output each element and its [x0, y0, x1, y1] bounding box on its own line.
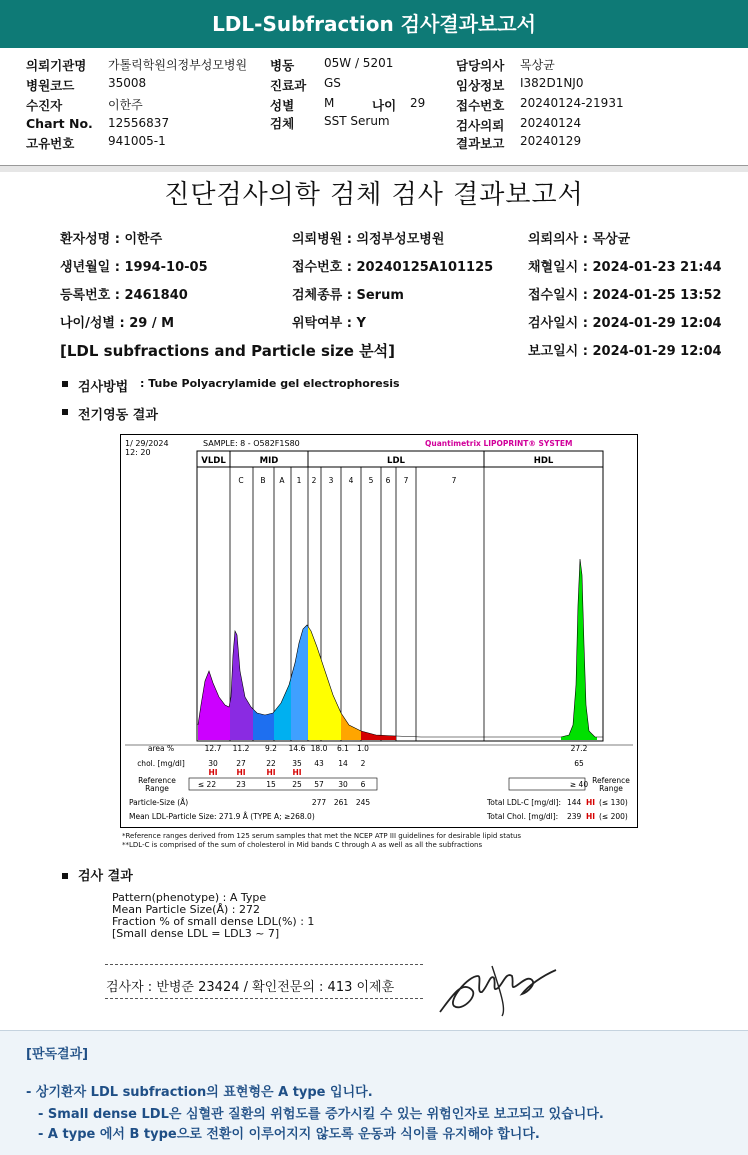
- meta-label: 진료과: [270, 78, 307, 93]
- report-scan: [0, 172, 748, 1030]
- density-curve: [198, 559, 603, 737]
- total-ldl-c-value: 144: [567, 798, 582, 807]
- band-label: 4: [348, 476, 354, 485]
- chol-value: 65: [574, 759, 584, 768]
- patient-field: 생년월일 : 1994-10-05: [60, 260, 208, 275]
- meta-value: 29: [410, 96, 426, 110]
- electropherogram-svg: [121, 435, 637, 827]
- hi-flag: HI: [266, 768, 276, 777]
- signature-line: [105, 998, 423, 999]
- reference-value: 30: [338, 780, 348, 789]
- patient-field: 접수번호 : 20240125A101125: [292, 260, 494, 275]
- meta-value: 가톨릭학원의정부성모병원: [108, 58, 248, 72]
- chart-time: 12: 20: [125, 448, 151, 457]
- reference-box-left: [189, 778, 377, 790]
- result-line: Pattern(phenotype) : A Type: [112, 891, 267, 904]
- hi-flag: HI: [208, 768, 218, 777]
- chol-value: 14: [338, 759, 348, 768]
- area-pct-value: 18.0: [310, 744, 328, 753]
- total-chol-ref: (≤ 200): [599, 812, 628, 821]
- ldl1-band-area: [308, 627, 321, 741]
- total-chol-flag: HI: [586, 812, 596, 821]
- meta-label: 결과보고: [456, 136, 505, 151]
- lipoprint-chart: [120, 434, 638, 828]
- meta-label: 담당의사: [456, 58, 505, 73]
- chol-value: 43: [314, 759, 324, 768]
- band-label: 2: [311, 476, 317, 485]
- interpretation-line: - Small dense LDL은 심혈관 질환의 위험도를 증가시킬 수 있는 위험인자로 보고되고 있습니다.: [38, 1107, 604, 1122]
- meta-label: 수진자: [26, 98, 63, 113]
- patient-field: 의뢰의사 : 목상균: [528, 232, 631, 247]
- band-label: C: [238, 476, 244, 485]
- meta-value: 이한주: [108, 98, 143, 112]
- area-pct-value: 11.2: [232, 744, 250, 753]
- patient-field: 나이/성별 : 29 / M: [60, 316, 175, 331]
- result-line: [Small dense LDL = LDL3 ~ 7]: [112, 927, 280, 940]
- analysis-section-title: [LDL subfractions and Particle size 분석]: [60, 342, 396, 360]
- meta-label: 검체: [270, 116, 295, 131]
- hi-flag: HI: [292, 768, 302, 777]
- band-label: 7: [451, 476, 457, 485]
- patient-field: 검체종류 : Serum: [292, 288, 404, 303]
- method-label: 검사방법: [78, 380, 129, 395]
- signature-line: [105, 964, 423, 965]
- meta-value: M: [324, 96, 335, 110]
- row-label-ref-right: Reference: [592, 776, 630, 785]
- interpretation-line: - 상기환자 LDL subfraction의 표현형은 A type 입니다.: [26, 1085, 373, 1100]
- particle-size-value: 277: [311, 798, 327, 807]
- reference-value: ≤ 22: [197, 780, 217, 789]
- meta-label: Chart No.: [26, 116, 93, 131]
- meta-label: 임상정보: [456, 78, 505, 93]
- row-label-psize: Particle-Size (Å): [129, 798, 189, 807]
- interpretation-heading: [판독결과]: [26, 1047, 89, 1062]
- vldl-band-area: [198, 671, 230, 740]
- meta-value: SST Serum: [324, 114, 390, 128]
- meta-label: 성별: [270, 98, 295, 113]
- result-summary: [112, 892, 314, 940]
- meta-label: 검사의뢰: [456, 118, 505, 133]
- plot-frame: [197, 451, 603, 741]
- chol-value: 30: [208, 759, 218, 768]
- area-pct-value: 14.6: [288, 744, 306, 753]
- signer-info: 검사자 : 반병준 23424 / 확인전문의 : 413 이제훈: [106, 980, 395, 995]
- area-pct-value: 9.2: [265, 744, 277, 753]
- electrophoresis-label: 전기영동 결과: [78, 408, 158, 423]
- meta-value: 941005-1: [108, 134, 166, 148]
- result-line: Fraction % of small dense LDL(%) : 1: [112, 915, 315, 928]
- region-label: HDL: [533, 456, 554, 466]
- meta-label: 병원코드: [26, 78, 75, 93]
- meta-label: 접수번호: [456, 98, 505, 113]
- meta-label: 고유번호: [26, 136, 75, 151]
- patient-field: 접수일시 : 2024-01-25 13:52: [528, 288, 722, 303]
- meta-value: GS: [324, 76, 341, 90]
- meta-value: 05W / 5201: [324, 56, 394, 70]
- area-pct-value: 12.7: [204, 744, 222, 753]
- chol-value: 2: [360, 759, 366, 768]
- total-ldl-c-flag: HI: [586, 798, 596, 807]
- chart-brand: Quantimetrix LIPOPRINT® SYSTEM: [425, 439, 573, 448]
- meta-value: 20240129: [520, 134, 582, 148]
- band-label: 1: [296, 476, 302, 485]
- patient-field: 채혈일시 : 2024-01-23 21:44: [528, 260, 722, 275]
- band-label: 3: [328, 476, 334, 485]
- band-label: B: [260, 476, 266, 485]
- interpretation-line: - A type 에서 B type으로 전환이 이루어지지 않도록 운동과 식이를 유지해야 합니다.: [38, 1127, 540, 1142]
- chol-value: 22: [266, 759, 276, 768]
- region-label: MID: [259, 456, 279, 466]
- area-pct-value: 27.2: [570, 744, 588, 753]
- patient-field: 보고일시 : 2024-01-29 12:04: [528, 344, 722, 359]
- meta-label: 의뢰기관명: [26, 58, 87, 73]
- total-ldl-c-label: Total LDL-C [mg/dl]:: [487, 798, 562, 807]
- meta-label: 병동: [270, 58, 295, 73]
- area-pct-value: 1.0: [357, 744, 369, 753]
- band-label: A: [279, 476, 285, 485]
- reference-value: 25: [292, 780, 302, 789]
- row-label-ref-right: Range: [599, 784, 623, 793]
- interpretation-panel: [0, 1030, 748, 1155]
- band-label: 7: [403, 476, 409, 485]
- row-label-area: area %: [147, 744, 175, 753]
- ldl1b-band-area: [321, 659, 341, 740]
- method-value: : Tube Polyacrylamide gel electrophoresis: [140, 377, 400, 390]
- row-label-ref: Reference: [138, 776, 176, 785]
- meta-value: 12556837: [108, 116, 170, 130]
- chol-value: 35: [292, 759, 302, 768]
- mean-ldl-size: Mean LDL-Particle Size: 271.9 Å (TYPE A; ≥268.0): [129, 812, 315, 821]
- meta-value: I382D1NJ0: [520, 76, 584, 90]
- reference-value: 15: [266, 780, 276, 789]
- bullet-icon: [62, 381, 68, 387]
- patient-field: 등록번호 : 2461840: [60, 288, 188, 303]
- footnote: *Reference ranges derived from 125 serum samples that met the NCEP ATP III guidelines for desirable lipid status: [122, 832, 522, 840]
- hi-flag: HI: [236, 768, 246, 777]
- patient-field: 위탁여부 : Y: [292, 316, 366, 331]
- chol-value: 27: [236, 759, 246, 768]
- total-ldl-c-ref: (≤ 130): [599, 798, 628, 807]
- result-label: 검사 결과: [78, 869, 133, 884]
- total-chol-value: 239: [567, 812, 582, 821]
- patient-field: 검사일시 : 2024-01-29 12:04: [528, 316, 722, 331]
- area-pct-value: 6.1: [337, 744, 349, 753]
- band-label: 5: [368, 476, 374, 485]
- footnote: **LDL-C is comprised of the sum of cholesterol in Mid bands C through A as well as all the subfractions: [122, 841, 483, 849]
- reference-value: ≥ 40: [569, 780, 589, 789]
- meta-value: 35008: [108, 76, 147, 90]
- chart-date: 1/ 29/2024: [125, 439, 169, 448]
- handwritten-signature: [432, 956, 562, 1022]
- patient-field: 의뢰병원 : 의정부성모병원: [292, 232, 445, 247]
- bullet-icon: [62, 873, 68, 879]
- band-label: 6: [385, 476, 391, 485]
- particle-size-value: 261: [333, 798, 349, 807]
- report-title: 진단검사의학 검체 검사 결과보고서: [164, 180, 584, 210]
- meta-value: 목상균: [520, 58, 555, 72]
- particle-size-value: 245: [355, 798, 371, 807]
- chart-sample-id: SAMPLE: 8 - O582F1S80: [203, 439, 300, 448]
- report-header-title: LDL-Subfraction 검사결과보고서: [0, 0, 748, 48]
- patient-field: 환자성명 : 이한주: [60, 232, 163, 247]
- row-label-ref: Range: [145, 784, 169, 793]
- row-label-chol: chol. [mg/dl]: [137, 759, 185, 768]
- meta-value: 20240124-21931: [520, 96, 624, 110]
- meta-label: 나이: [372, 98, 397, 113]
- reference-value: 57: [314, 780, 324, 789]
- region-label: LDL: [387, 456, 405, 466]
- region-label: VLDL: [201, 456, 226, 466]
- result-line: Mean Particle Size(Å) : 272: [112, 903, 260, 916]
- meta-value: 20240124: [520, 116, 582, 130]
- request-info-panel: [0, 48, 748, 166]
- bullet-icon: [62, 409, 68, 415]
- reference-value: 23: [236, 780, 246, 789]
- total-chol-label: Total Chol. [mg/dl]:: [487, 812, 559, 821]
- reference-value: 6: [360, 780, 366, 789]
